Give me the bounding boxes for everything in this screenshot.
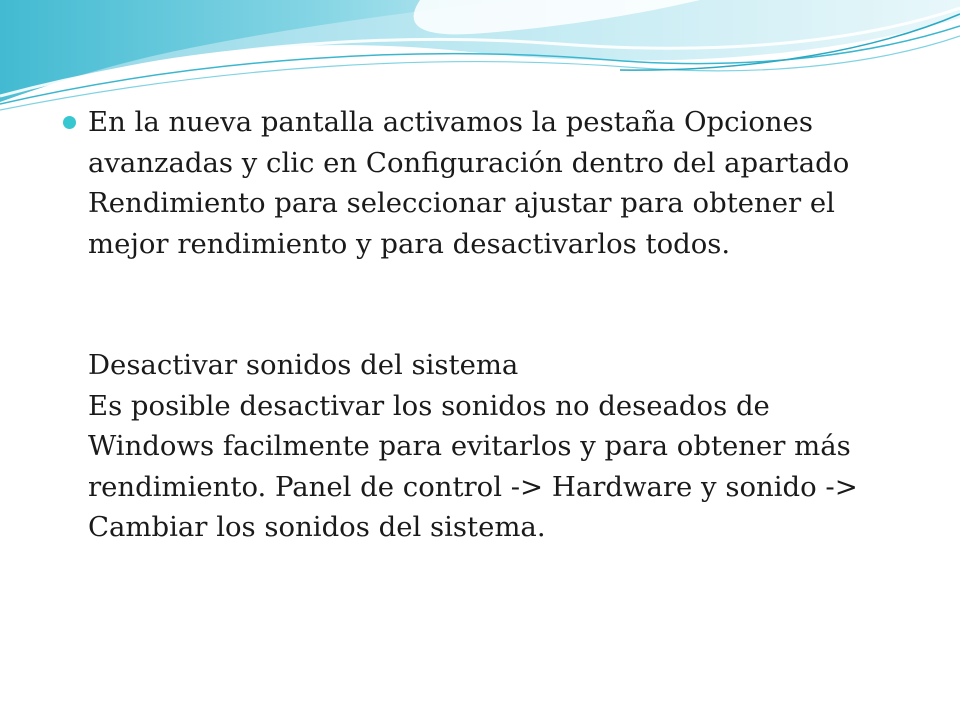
section-body: Es posible desactivar los sonidos no deseados de Windows facilmente para evitarlos y para obtener más rendimiento. Panel de control -> Hardware y sonido -> Cambiar los sonidos del sistema. (88, 389, 858, 543)
bullet-dot-icon (63, 116, 76, 129)
bullet-item (60, 102, 920, 548)
section-title: Desactivar sonidos del sistema (88, 349, 519, 381)
bullet-paragraph: En la nueva pantalla activamos la pestaña Opciones avanzadas y clic en Configuración dentro del apartado Rendimiento para seleccionar ajustar para obtener el mejor rendimiento y para desactivarlos todos. (88, 106, 850, 260)
paragraph-spacer (88, 264, 920, 345)
slide-content (60, 102, 920, 548)
